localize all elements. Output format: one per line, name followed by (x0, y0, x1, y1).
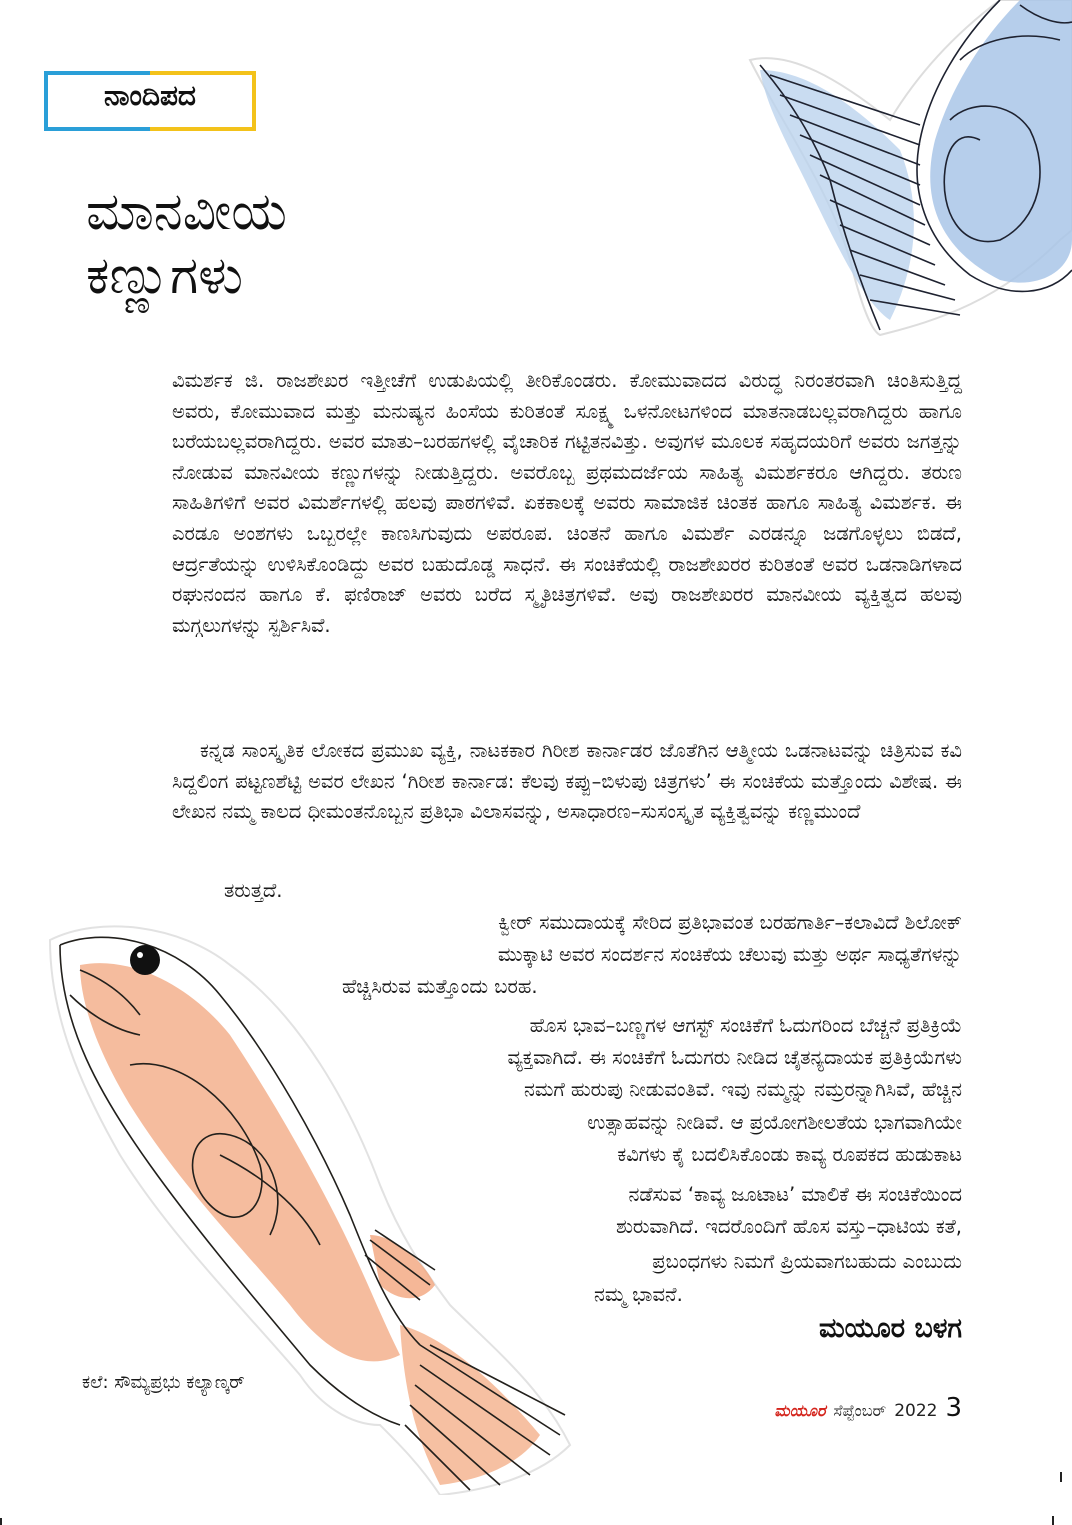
paragraph-4-line: ನಡೆಸುವ ‘ಕಾವ್ಯ ಜೂಟಾಟ’ ಮಾಲಿಕೆ ಈ ಸಂಚಿಕೆಯಿಂದ (628, 1183, 962, 1206)
paragraph-4-line: ವ್ಯಕ್ತವಾಗಿದೆ. ಈ ಸಂಚಿಕೆಗೆ ಓದುಗರು ನೀಡಿದ ಚೈತನ್ಯದಾಯಕ ಪ್ರತಿಕ್ರಿಯೆಗಳು (507, 1046, 962, 1069)
section-tag-label: ನಾಂದಿಪದ (104, 79, 196, 112)
magazine-logo: ಮಯೂರ (774, 1401, 826, 1420)
art-credit: ಕಲೆ: ಸೌಮ್ಯಪ್ರಭು ಕಲ್ಯಾಣ್ಕರ್ (82, 1372, 245, 1393)
page-footer (774, 1393, 962, 1423)
blue-fish-illustration (360, 0, 1072, 345)
page-number: 3 (945, 1393, 962, 1423)
paragraph-4-line: ಶುರುವಾಗಿದೆ. ಇದರೊಂದಿಗೆ ಹೊಸ ವಸ್ತು–ಧಾಟಿಯ ಕತೆ, (616, 1215, 962, 1238)
paragraph-4-line: ಪ್ರಬಂಧಗಳು ನಿಮಗೆ ಪ್ರಿಯವಾಗಬಹುದು ಎಂಬುದು (652, 1250, 962, 1273)
paragraph-4-line: ನಮ್ಮ ಭಾವನೆ. (594, 1283, 683, 1306)
issue-year: 2022 (894, 1401, 938, 1421)
crop-mark (1060, 1472, 1062, 1482)
signature: ಮಯೂರ ಬಳಗ (818, 1313, 962, 1344)
crop-mark (0, 1518, 2, 1525)
paragraph-1: ವಿಮರ್ಶಕ ಜಿ. ರಾಜಶೇಖರ ಇತ್ತೀಚೆಗೆ ಉಡುಪಿಯಲ್ಲಿ ತೀರಿಕೊಂಡರು. ಕೋಮುವಾದದ ವಿರುದ್ಧ ನಿರಂತರವಾಗಿ ಚಿಂತಿಸುತ್ತಿದ್ದ ಅವರು, ಕೋಮುವಾದ ಮತ್ತು ಮನುಷ್ಯನ ಹಿಂಸೆಯ ಕುರಿತಂತೆ ಸೂಕ್ಷ್ಮ ಒಳನೋಟಗಳಿಂದ ಮಾತನಾಡಬಲ್ಲವರಾಗಿದ್ದರು ಹಾಗೂ ಬರೆಯಬಲ್ಲವರಾಗಿದ್ದರು. ಅವರ ಮಾತು–ಬರಹಗಳಲ್ಲಿ ವೈಚಾರಿಕ ಗಟ್ಟಿತನವಿತ್ತು. ಅವುಗಳ ಮೂಲಕ ಸಹೃದಯರಿಗೆ ಅವರು ಜಗತ್ತನ್ನು ನೋಡುವ ಮಾನವೀಯ ಕಣ್ಣುಗಳನ್ನು ನೀಡುತ್ತಿದ್ದರು. ಅವರೊಬ್ಬ ಪ್ರಥಮದರ್ಜೆಯ ಸಾಹಿತ್ಯ ವಿಮರ್ಶಕರೂ ಆಗಿದ್ದರು. ತರುಣ ಸಾಹಿತಿಗಳಿಗೆ ಅವರ ವಿಮರ್ಶೆಗಳಲ್ಲಿ ಹಲವು ಪಾಠಗಳಿವೆ. ಏಕಕಾಲಕ್ಕೆ ಅವರು ಸಾಮಾಜಿಕ ಚಿಂತಕ ಹಾಗೂ ಸಾಹಿತ್ಯ ವಿಮರ್ಶಕ. ಈ ಎರಡೂ ಅಂಶಗಳು ಒಬ್ಬರಲ್ಲೇ ಕಾಣಸಿಗುವುದು ಅಪರೂಪ. ಚಿಂತನೆ ಹಾಗೂ ವಿಮರ್ಶೆ ಎರಡನ್ನೂ ಜಡಗೊಳ್ಳಲು ಬಿಡದೆ, ಆರ್ದ್ರತೆಯನ್ನು ಉಳಿಸಿಕೊಂಡಿದ್ದು ಅವರ ಬಹುದೊಡ್ಡ ಸಾಧನೆ. ಈ ಸಂಚಿಕೆಯಲ್ಲಿ ರಾಜಶೇಖರರ ಕುರಿತಂತೆ ಅವರ ಒಡನಾಡಿಗಳಾದ ರಘುನಂದನ ಹಾಗೂ ಕೆ. ಫಣಿರಾಜ್ ಅವರು ಬರೆದ ಸ್ಮೃತಿಚಿತ್ರಗಳಿವೆ. ಅವು ರಾಜಶೇಖರರ ಮಾನವೀಯ ವ್ಯಕ್ತಿತ್ವದ ಹಲವು ಮಗ್ಗಲುಗಳನ್ನು ಸ್ಪರ್ಶಿಸಿವೆ. (172, 369, 962, 637)
page-title (86, 180, 287, 308)
paragraph-4-line: ಕವಿಗಳು ಕೈ ಬದಲಿಸಿಕೊಂಡು ಕಾವ್ಯ ರೂಪಕದ ಹುಡುಕಾಟ (617, 1143, 962, 1166)
paragraph-3-line: ಹೆಚ್ಚಿಸಿರುವ ಮತ್ತೊಂದು ಬರಹ. (342, 975, 538, 998)
title-line-1: ಮಾನವೀಯ (86, 182, 287, 242)
issue-month: ಸೆಪ್ಟೆಂಬರ್ (833, 1401, 887, 1420)
crop-mark (1052, 1516, 1054, 1525)
paragraph-3-line: ಕ್ವೀರ್ ಸಮುದಾಯಕ್ಕೆ ಸೇರಿದ ಪ್ರತಿಭಾವಂತ ಬರಹಗಾರ್ತಿ–ಕಲಾವಿದೆ ಶಿಲೋಕ್ (498, 911, 962, 934)
paragraph-3-line: ಮುಕ್ಕಾಟಿ ಅವರ ಸಂದರ್ಶನ ಸಂಚಿಕೆಯ ಚೆಲುವು ಮತ್ತು ಅರ್ಥ ಸಾಧ್ಯತೆಗಳನ್ನು (497, 943, 962, 966)
paragraph-4-line: ನಮಗೆ ಹುರುಪು ನೀಡುವಂತಿವೆ. ಇವು ನಮ್ಮನ್ನು ನಮ್ರರನ್ನಾಗಿಸಿವೆ, ಹೆಚ್ಚಿನ (524, 1078, 962, 1101)
section-tag (44, 71, 256, 131)
paragraph-2-text: ಕನ್ನಡ ಸಾಂಸ್ಕೃತಿಕ ಲೋಕದ ಪ್ರಮುಖ ವ್ಯಕ್ತಿ, ನಾಟಕಕಾರ ಗಿರೀಶ ಕಾರ್ನಾಡರ ಜೊತೆಗಿನ ಆತ್ಮೀಯ ಒಡನಾಟವನ್ನು ಚಿತ್ರಿಸುವ ಕವಿ ಸಿದ್ದಲಿಂಗ ಪಟ್ಟಣಶೆಟ್ಟಿ ಅವರ ಲೇಖನ ‘ಗಿರೀಶ ಕಾರ್ನಾಡ: ಕೆಲವು ಕಪ್ಪು–ಬಿಳುಪು ಚಿತ್ರಗಳು’ ಈ ಸಂಚಿಕೆಯ ಮತ್ತೊಂದು ವಿಶೇಷ. ಈ ಲೇಖನ ನಮ್ಮ ಕಾಲದ ಧೀಮಂತನೊಬ್ಬನ ಪ್ರತಿಭಾ ವಿಲಾಸವನ್ನು, ಅಸಾಧಾರಣ–ಸುಸಂಸ್ಕೃತ ವ್ಯಕ್ತಿತ್ವವನ್ನು ಕಣ್ಣಮುಂದೆ (172, 739, 962, 824)
paragraph-4-line: ಉತ್ಸಾಹವನ್ನು ನೀಡಿವೆ. ಆ ಪ್ರಯೋಗಶೀಲತೆಯ ಭಾಗವಾಗಿಯೇ (587, 1111, 962, 1134)
paragraph-2-last-line: ತರುತ್ತದೆ. (224, 879, 283, 902)
paragraph-4-line: ಹೊಸ ಭಾವ–ಬಣ್ಣಗಳ ಆಗಸ್ಟ್ ಸಂಚಿಕೆಗೆ ಓದುಗರಿಂದ ಬೆಚ್ಚನೆ ಪ್ರತಿಕ್ರಿಯೆ (529, 1014, 962, 1037)
title-line-2: ಕಣ್ಣುಗಳು (86, 246, 244, 306)
paragraph-2 (172, 736, 962, 828)
